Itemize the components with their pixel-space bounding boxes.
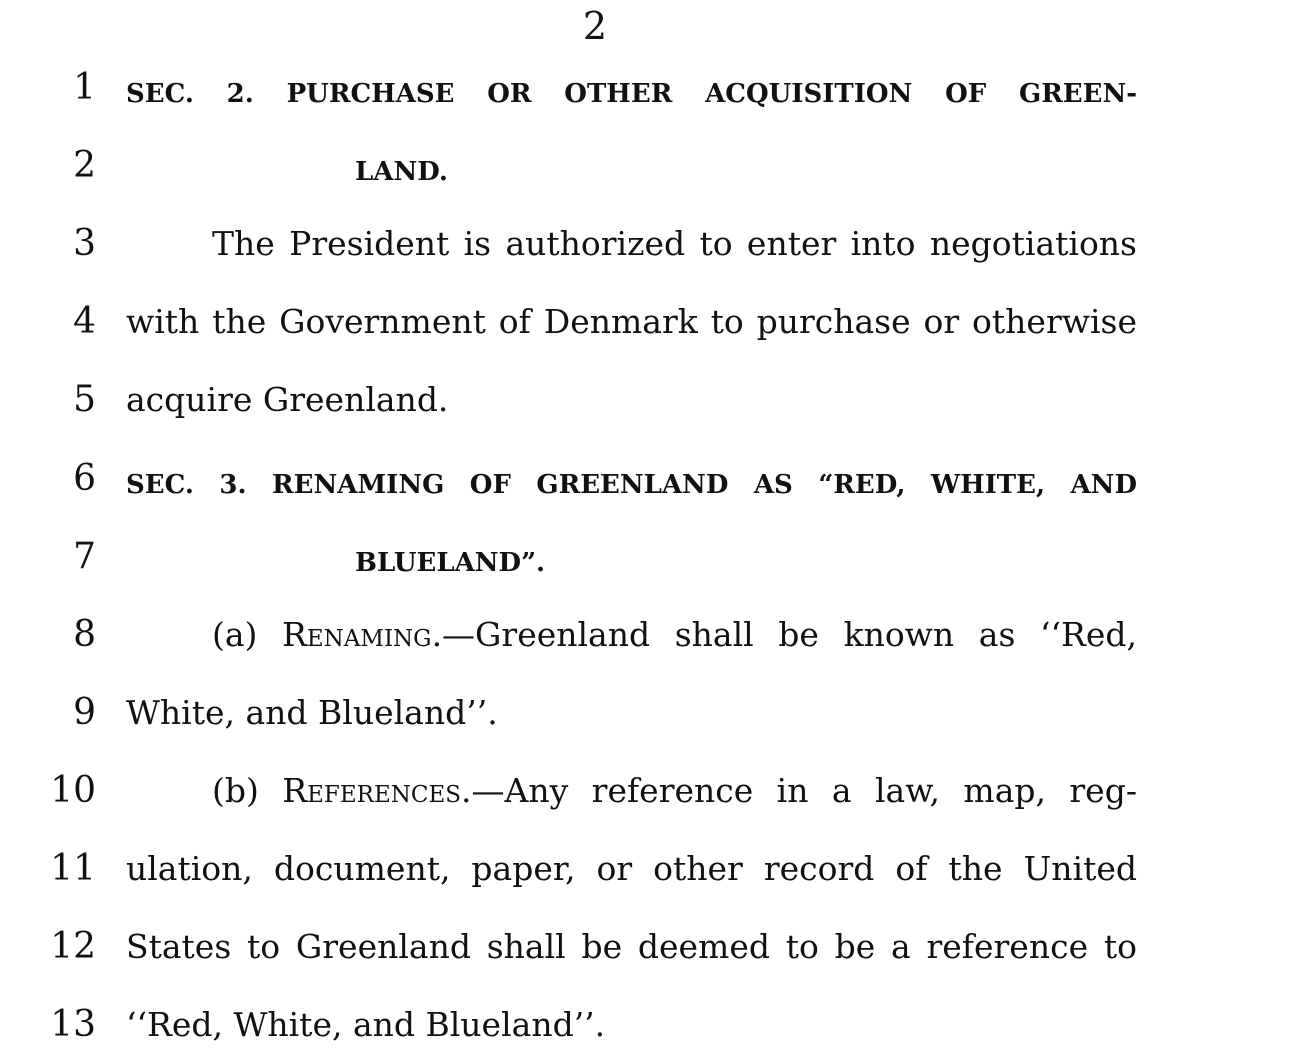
subsection-heading: Renaming bbox=[282, 615, 432, 654]
subsection-text bbox=[212, 769, 1137, 813]
subsection-body: .—Any reference in a law, map, reg- bbox=[461, 771, 1137, 810]
bill-line-3 bbox=[0, 222, 1290, 282]
body-text: White, and Blueland’’. bbox=[126, 693, 498, 732]
page-number: 2 bbox=[582, 4, 608, 48]
bill-line-7 bbox=[0, 535, 1290, 595]
line-number: 9 bbox=[73, 692, 96, 733]
line-number: 12 bbox=[50, 926, 96, 967]
line-number: 4 bbox=[73, 301, 96, 342]
line-number: 6 bbox=[73, 458, 96, 499]
section-heading-continued: LAND. bbox=[355, 157, 448, 187]
section-heading: SEC. 3. RENAMING OF GREENLAND AS “RED, WHITE, AND bbox=[126, 470, 1137, 500]
subsection-text bbox=[212, 613, 1137, 657]
subsection-marker: (b) bbox=[212, 771, 283, 810]
line-number: 2 bbox=[73, 145, 96, 186]
bill-line-4 bbox=[0, 300, 1290, 360]
bill-line-5 bbox=[0, 378, 1290, 438]
bill-line-11 bbox=[0, 847, 1290, 907]
bill-line-2 bbox=[0, 144, 1290, 204]
section-heading: SEC. 2. PURCHASE OR OTHER ACQUISITION OF GREEN- bbox=[126, 79, 1137, 109]
line-number: 13 bbox=[50, 1004, 96, 1045]
section-heading-continued: BLUELAND”. bbox=[355, 548, 546, 578]
body-text: with the Government of Denmark to purchase or otherwise bbox=[126, 302, 1137, 341]
line-number: 5 bbox=[73, 379, 96, 420]
bill-line-1 bbox=[0, 66, 1290, 126]
subsection-heading: References bbox=[282, 771, 462, 810]
subsection-body: .—Greenland shall be known as ‘‘Red, bbox=[431, 615, 1137, 654]
bill-line-9 bbox=[0, 691, 1290, 751]
subsection-marker: (a) bbox=[212, 615, 283, 654]
line-number: 7 bbox=[73, 536, 96, 577]
bill-line-6 bbox=[0, 457, 1290, 517]
body-text: The President is authorized to enter into negotiations bbox=[212, 224, 1137, 263]
line-number: 11 bbox=[50, 848, 96, 889]
bill-line-8 bbox=[0, 613, 1290, 673]
body-text: acquire Greenland. bbox=[126, 380, 449, 419]
body-text: ulation, document, paper, or other record of the United bbox=[126, 849, 1137, 888]
body-text: ‘‘Red, White, and Blueland’’. bbox=[126, 1005, 606, 1044]
line-number: 8 bbox=[73, 614, 96, 655]
line-number: 10 bbox=[50, 770, 96, 811]
line-number: 3 bbox=[73, 223, 96, 264]
line-number: 1 bbox=[73, 67, 96, 108]
bill-line-13 bbox=[0, 1003, 1290, 1063]
bill-line-12 bbox=[0, 925, 1290, 985]
body-text: States to Greenland shall be deemed to be a reference to bbox=[126, 927, 1137, 966]
bill-line-10 bbox=[0, 769, 1290, 829]
